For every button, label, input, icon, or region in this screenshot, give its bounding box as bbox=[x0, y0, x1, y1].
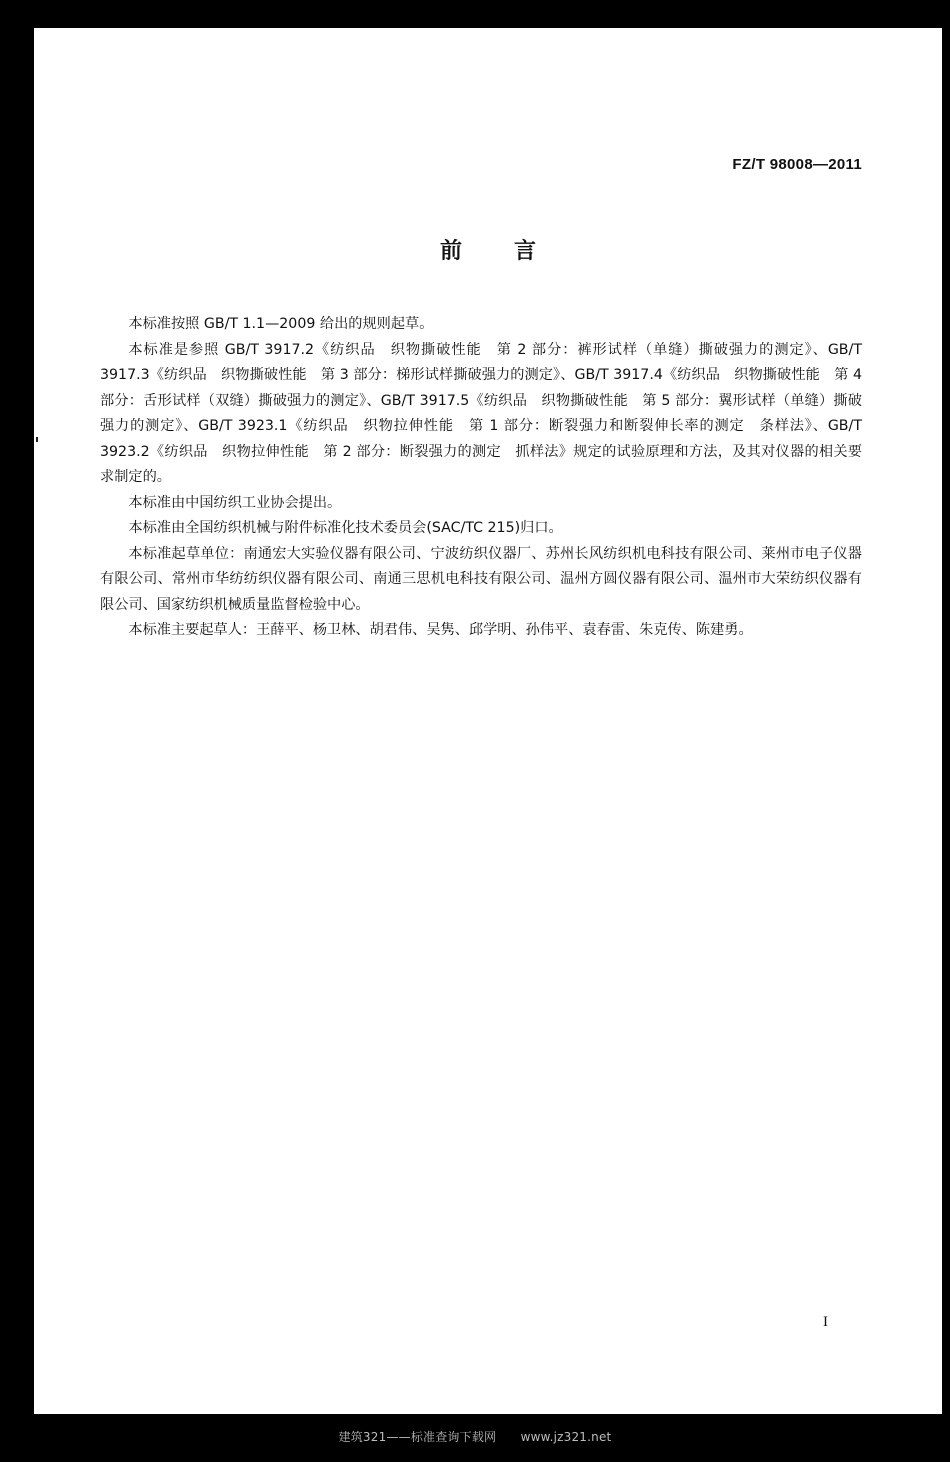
paragraph-proposer: 本标准由中国纺织工业协会提出。 bbox=[128, 494, 342, 511]
foreword-body bbox=[100, 312, 862, 644]
title-char-2: 言 bbox=[514, 239, 537, 264]
page-number: I bbox=[823, 1314, 828, 1330]
paragraph-committee: 本标准由全国纺织机械与附件标准化技术委员会(SAC/TC 215)归口。 bbox=[128, 520, 563, 536]
paragraph-drafters: 本标准主要起草人：王薛平、杨卫林、胡君伟、吴隽、邱学明、孙伟平、袁春雷、朱克传、陈建勇。 bbox=[128, 622, 753, 638]
document-page bbox=[34, 28, 942, 1414]
site-watermark: 建筑321——标准查询下载网 www.jz321.net bbox=[338, 1430, 612, 1444]
paragraph-drafting-units: 本标准起草单位：南通宏大实验仪器有限公司、宁波纺织仪器厂、苏州长风纺织机电科技有限公司、莱州市电子仪器有限公司、常州市华纺纺织仪器有限公司、南通三思机电科技有限公司、温州方圆仪器有限公司、温州市大荣纺织仪器有限公司、国家纺织机械质量监督检验中心。 bbox=[100, 545, 862, 613]
standard-number: FZ/T 98008—2011 bbox=[732, 156, 862, 173]
paragraph-drafting-rules: 本标准按照 GB/T 1.1—2009 给出的规则起草。 bbox=[128, 316, 434, 332]
page-title bbox=[34, 234, 942, 265]
title-char-1: 前 bbox=[439, 239, 462, 264]
scan-artifact bbox=[36, 437, 38, 442]
paragraph-references: 本标准是参照 GB/T 3917.2《纺织品 织物撕破性能 第 2 部分：裤形试样（单缝）撕破强力的测定》、GB/T 3917.3《纺织品 织物撕破性能 第 3 部分：梯形试样撕破强力的测定》、GB/T 3917.4《纺织品 织物撕破性能 第 4 部分：舌形试样（双缝）撕破强力的测定》、GB/T 3917.5《纺织品 织物撕破性能 第 5 部分：翼形试样（单缝）撕破强力的测定》、GB/T 3923.1《纺织品 织物拉伸性能 第 1 部分：断裂强力和断裂伸长率的测定 条样法》、GB/T 3923.2《纺织品 织物拉伸性能 第 2 部分：断裂强力的测定 抓样法》规定的试验原理和方法，及其对仪器的相关要求制定的。 bbox=[100, 341, 862, 485]
